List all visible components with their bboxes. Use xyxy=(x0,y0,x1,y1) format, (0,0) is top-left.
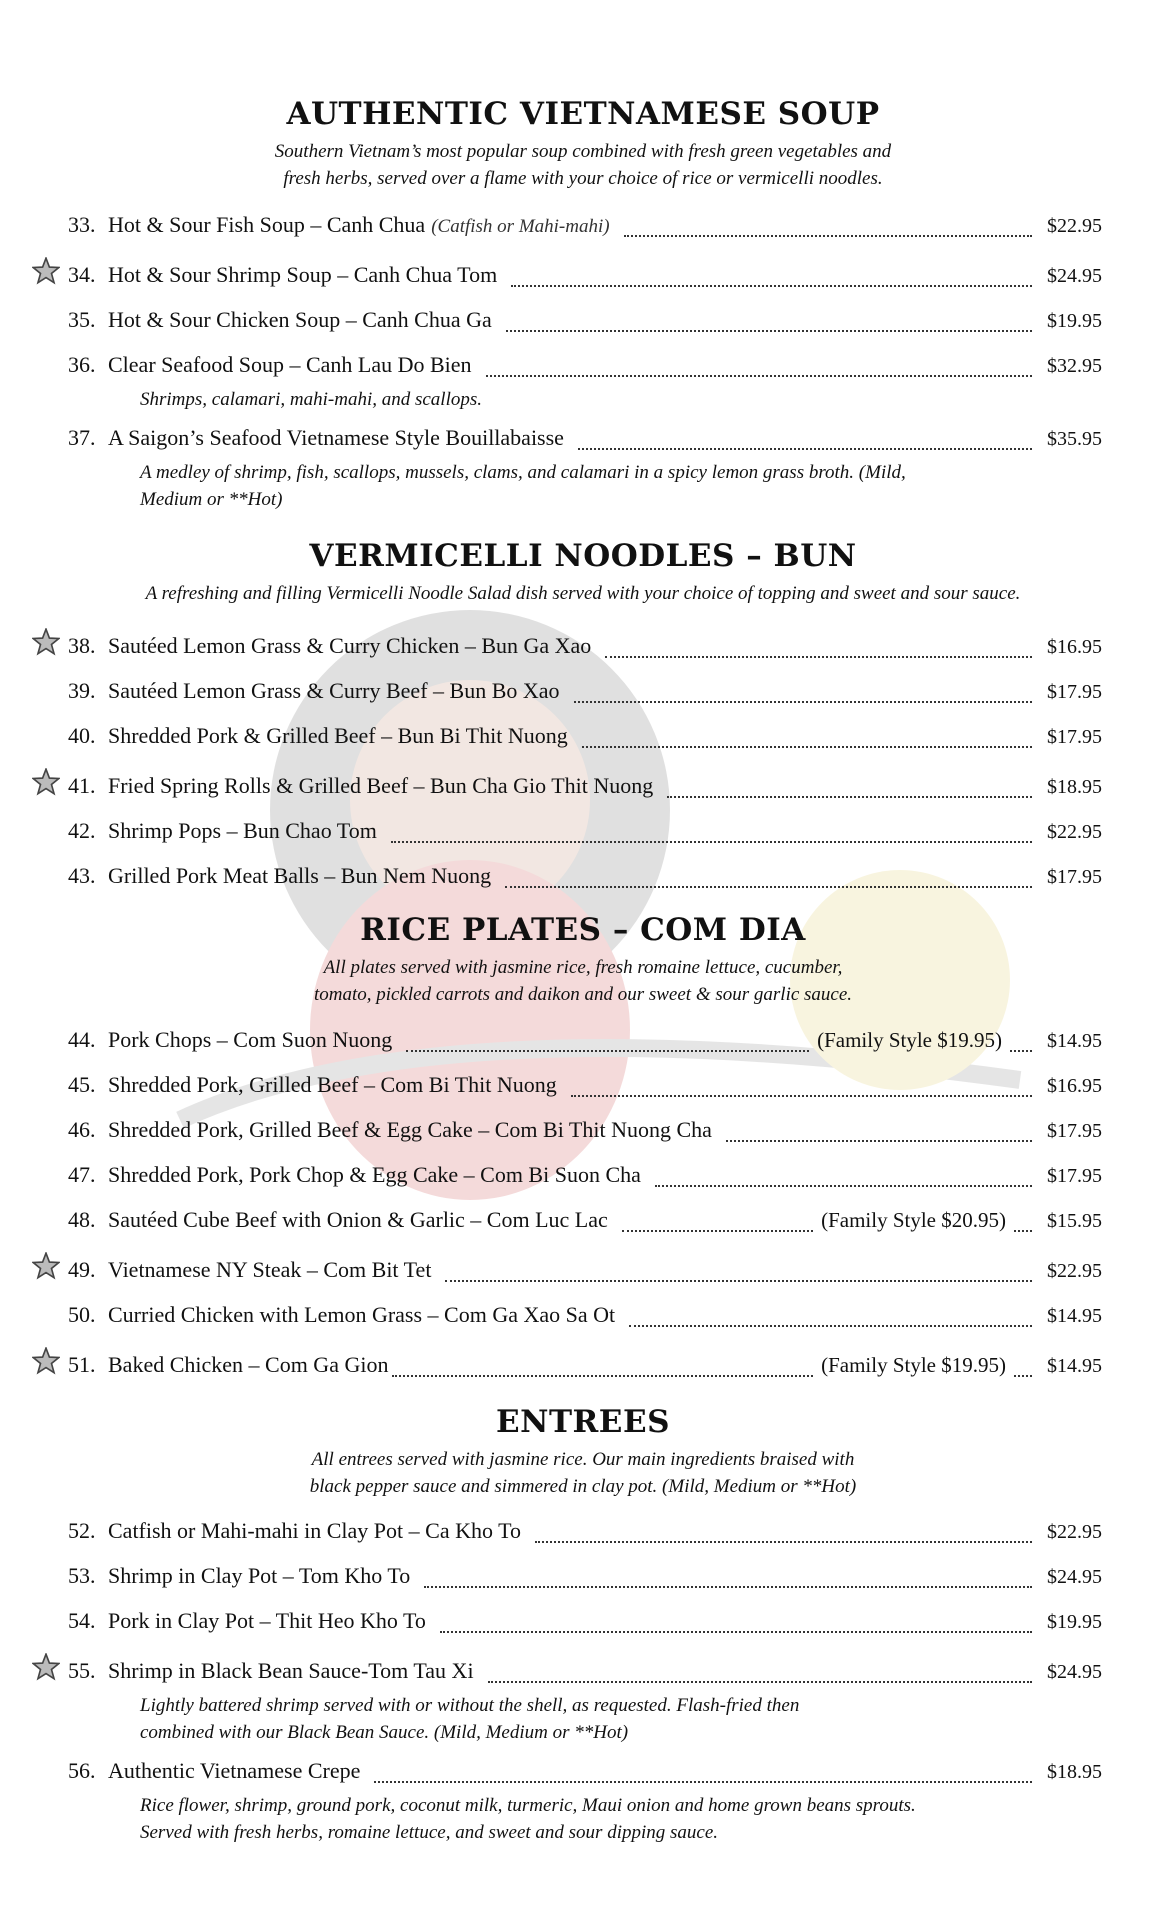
item-price: $24.95 xyxy=(1047,1566,1102,1588)
dot-leader xyxy=(440,1631,1032,1633)
item-name: Shredded Pork, Grilled Beef – Com Bi Thit Nuong xyxy=(108,1072,557,1097)
item-number: 39. xyxy=(68,678,96,703)
item-price: $22.95 xyxy=(1047,1260,1102,1282)
item-number: 55. xyxy=(68,1658,96,1683)
menu-item-49 xyxy=(68,1257,1102,1289)
menu-item-38 xyxy=(68,633,1102,665)
menu-item-56 xyxy=(68,1758,1102,1790)
item-number: 51. xyxy=(68,1352,96,1377)
section-desc-entrees-line1: All entrees served with jasmine rice. Our main ingredients braised with xyxy=(311,1449,855,1470)
item-name: Curried Chicken with Lemon Grass – Com Ga Xao Sa Ot xyxy=(108,1302,616,1327)
dot-leader xyxy=(1010,1050,1032,1052)
item-name: Shredded Pork, Pork Chop & Egg Cake – Com Bi Suon Cha xyxy=(108,1162,641,1187)
dot-leader xyxy=(582,746,1032,748)
item-name: Vietnamese NY Steak – Com Bit Tet xyxy=(108,1257,432,1282)
menu-item-52 xyxy=(68,1518,1102,1550)
item-number: 43. xyxy=(68,863,96,888)
item-price: $17.95 xyxy=(1047,681,1102,703)
item-name: Clear Seafood Soup – Canh Lau Do Bien xyxy=(108,352,472,377)
menu-item-36 xyxy=(68,352,1102,384)
item-name: Sautéed Lemon Grass & Curry Chicken – Bun Ga Xao xyxy=(108,633,592,658)
item-name: Catfish or Mahi-mahi in Clay Pot – Ca Kho To xyxy=(108,1518,521,1543)
menu-item-48 xyxy=(68,1207,1102,1239)
dot-leader xyxy=(488,1681,1032,1683)
menu-item-35 xyxy=(68,307,1102,339)
item-name: Shredded Pork, Grilled Beef & Egg Cake – Com Bi Thit Nuong Cha xyxy=(108,1117,712,1142)
menu-item-42 xyxy=(68,818,1102,850)
item-number: 48. xyxy=(68,1207,96,1232)
item-price: $19.95 xyxy=(1047,310,1102,332)
menu-item-43 xyxy=(68,863,1102,895)
item-number: 44. xyxy=(68,1027,96,1052)
item-price: $14.95 xyxy=(1047,1355,1102,1377)
item-number: 36. xyxy=(68,352,96,377)
item-name: Sautéed Cube Beef with Onion & Garlic – Com Luc Lac xyxy=(108,1207,608,1232)
item-price: $17.95 xyxy=(1047,866,1102,888)
item-name: Pork Chops – Com Suon Nuong xyxy=(108,1027,393,1052)
item-number: 54. xyxy=(68,1608,96,1633)
section-desc-rice-line2: tomato, pickled carrots and daikon and our sweet & sour garlic sauce. xyxy=(313,984,853,1005)
item-price: $32.95 xyxy=(1047,355,1102,377)
dot-leader xyxy=(511,285,1032,287)
item-name: Shrimp in Clay Pot – Tom Kho To xyxy=(108,1563,411,1588)
item-number: 56. xyxy=(68,1758,96,1783)
star-icon xyxy=(32,257,60,285)
item-name: Hot & Sour Fish Soup – Canh Chua xyxy=(108,212,426,237)
menu-item-33 xyxy=(68,212,1102,244)
family-style-price: (Family Style $19.95) xyxy=(817,1028,1002,1052)
item-name: A Saigon’s Seafood Vietnamese Style Bouillabaisse xyxy=(108,425,564,450)
item-name: Shrimp in Black Bean Sauce-Tom Tau Xi xyxy=(108,1658,474,1683)
item-price: $19.95 xyxy=(1047,1611,1102,1633)
dot-leader xyxy=(392,1375,813,1377)
item-number: 40. xyxy=(68,723,96,748)
item-number: 37. xyxy=(68,425,96,450)
menu-item-40 xyxy=(68,723,1102,755)
item-price: $18.95 xyxy=(1047,1761,1102,1783)
item-description-line1: A medley of shrimp, fish, scallops, mussels, clams, and calamari in a spicy lemon grass broth. (Mild, xyxy=(140,462,906,483)
section-desc-rice-line1: All plates served with jasmine rice, fresh romaine lettuce, cucumber, xyxy=(323,957,843,978)
dot-leader xyxy=(655,1185,1032,1187)
section-title-rice: RICE PLATES – COM DIA xyxy=(360,912,806,948)
menu-item-51 xyxy=(68,1352,1102,1384)
dot-leader xyxy=(574,701,1032,703)
dot-leader xyxy=(535,1541,1032,1543)
item-number: 41. xyxy=(68,773,96,798)
section-title-bun: VERMICELLI NOODLES – BUN xyxy=(309,538,857,574)
menu-item-54 xyxy=(68,1608,1102,1640)
item-number: 42. xyxy=(68,818,96,843)
dot-leader xyxy=(506,330,1032,332)
star-icon xyxy=(32,768,60,796)
dot-leader xyxy=(629,1325,1032,1327)
item-price: $17.95 xyxy=(1047,726,1102,748)
star-icon xyxy=(32,1347,60,1375)
item-description-line1: Lightly battered shrimp served with or without the shell, as requested. Flash-fried then xyxy=(140,1695,800,1716)
item-price: $15.95 xyxy=(1047,1210,1102,1232)
item-price: $14.95 xyxy=(1047,1305,1102,1327)
dot-leader xyxy=(391,841,1032,843)
item-name: Pork in Clay Pot – Thit Heo Kho To xyxy=(108,1608,426,1633)
family-style-price: (Family Style $19.95) xyxy=(821,1353,1006,1377)
dot-leader xyxy=(406,1050,809,1052)
item-description: Shrimps, calamari, mahi-mahi, and scallops. xyxy=(140,389,482,410)
family-style-price: (Family Style $20.95) xyxy=(821,1208,1006,1232)
item-price: $17.95 xyxy=(1047,1120,1102,1142)
section-title-entrees: ENTREES xyxy=(496,1404,670,1440)
menu-item-45 xyxy=(68,1072,1102,1104)
menu-item-41 xyxy=(68,773,1102,805)
section-desc-soup-line2: fresh herbs, served over a flame with your choice of rice or vermicelli noodles. xyxy=(283,168,883,189)
item-name: Authentic Vietnamese Crepe xyxy=(108,1758,361,1783)
item-price: $22.95 xyxy=(1047,215,1102,237)
item-number: 52. xyxy=(68,1518,96,1543)
item-price: $35.95 xyxy=(1047,428,1102,450)
dot-leader xyxy=(505,886,1032,888)
item-price: $22.95 xyxy=(1047,1521,1102,1543)
item-description-line1: Rice flower, shrimp, ground pork, coconut milk, turmeric, Maui onion and home grown beans sprouts. xyxy=(140,1795,916,1816)
menu-item-37 xyxy=(68,425,1102,457)
menu-item-53 xyxy=(68,1563,1102,1595)
item-number: 45. xyxy=(68,1072,96,1097)
dot-leader xyxy=(424,1586,1032,1588)
dot-leader xyxy=(486,375,1032,377)
item-number: 34. xyxy=(68,262,96,287)
menu-item-50 xyxy=(68,1302,1102,1334)
item-price: $22.95 xyxy=(1047,821,1102,843)
item-price: $18.95 xyxy=(1047,776,1102,798)
item-name: Shredded Pork & Grilled Beef – Bun Bi Thit Nuong xyxy=(108,723,568,748)
menu-item-34 xyxy=(68,262,1102,294)
section-title-soup: AUTHENTIC VIETNAMESE SOUP xyxy=(286,96,880,132)
section-desc-soup-line1: Southern Vietnam’s most popular soup combined with fresh green vegetables and xyxy=(274,141,892,162)
item-number: 53. xyxy=(68,1563,96,1588)
item-price: $24.95 xyxy=(1047,265,1102,287)
item-description-line2: Medium or **Hot) xyxy=(140,489,283,510)
menu-item-47 xyxy=(68,1162,1102,1194)
item-price: $24.95 xyxy=(1047,1661,1102,1683)
item-number: 35. xyxy=(68,307,96,332)
item-name: Fried Spring Rolls & Grilled Beef – Bun Cha Gio Thit Nuong xyxy=(108,773,654,798)
dot-leader xyxy=(1014,1230,1032,1232)
dot-leader xyxy=(605,656,1032,658)
dot-leader xyxy=(445,1280,1032,1282)
item-name: Hot & Sour Chicken Soup – Canh Chua Ga xyxy=(108,307,492,332)
menu-item-55 xyxy=(68,1658,1102,1690)
star-icon xyxy=(32,1252,60,1280)
dot-leader xyxy=(571,1095,1032,1097)
section-desc-bun: A refreshing and filling Vermicelli Noodle Salad dish served with your choice of topping and sweet and sour sauce. xyxy=(145,583,1021,604)
item-price: $14.95 xyxy=(1047,1030,1102,1052)
star-icon xyxy=(32,1653,60,1681)
item-price: $17.95 xyxy=(1047,1165,1102,1187)
item-name: Shrimp Pops – Bun Chao Tom xyxy=(108,818,377,843)
item-number: 49. xyxy=(68,1257,96,1282)
item-name: Grilled Pork Meat Balls – Bun Nem Nuong xyxy=(108,863,492,888)
dot-leader xyxy=(622,1230,813,1232)
item-number: 47. xyxy=(68,1162,96,1187)
dot-leader xyxy=(667,796,1032,798)
item-number: 33. xyxy=(68,212,96,237)
item-number: 50. xyxy=(68,1302,96,1327)
item-number: 38. xyxy=(68,633,96,658)
item-note: (Catfish or Mahi-mahi) xyxy=(431,216,610,237)
dot-leader xyxy=(1014,1375,1032,1377)
star-icon xyxy=(32,628,60,656)
item-name: Sautéed Lemon Grass & Curry Beef – Bun Bo Xao xyxy=(108,678,560,703)
dot-leader xyxy=(374,1781,1032,1783)
item-price: $16.95 xyxy=(1047,1075,1102,1097)
menu-item-46 xyxy=(68,1117,1102,1149)
menu-item-39 xyxy=(68,678,1102,710)
item-name: Hot & Sour Shrimp Soup – Canh Chua Tom xyxy=(108,262,498,287)
dot-leader xyxy=(726,1140,1032,1142)
dot-leader xyxy=(578,448,1032,450)
item-number: 46. xyxy=(68,1117,96,1142)
item-description-line2: combined with our Black Bean Sauce. (Mild, Medium or **Hot) xyxy=(140,1722,629,1743)
item-description-line2: Served with fresh herbs, romaine lettuce, and sweet and sour dipping sauce. xyxy=(140,1822,719,1843)
section-desc-entrees-line2: black pepper sauce and simmered in clay pot. (Mild, Medium or **Hot) xyxy=(309,1476,857,1497)
item-name: Baked Chicken – Com Ga Gion xyxy=(108,1352,389,1377)
menu-item-44 xyxy=(68,1027,1102,1059)
dot-leader xyxy=(624,235,1032,237)
item-price: $16.95 xyxy=(1047,636,1102,658)
